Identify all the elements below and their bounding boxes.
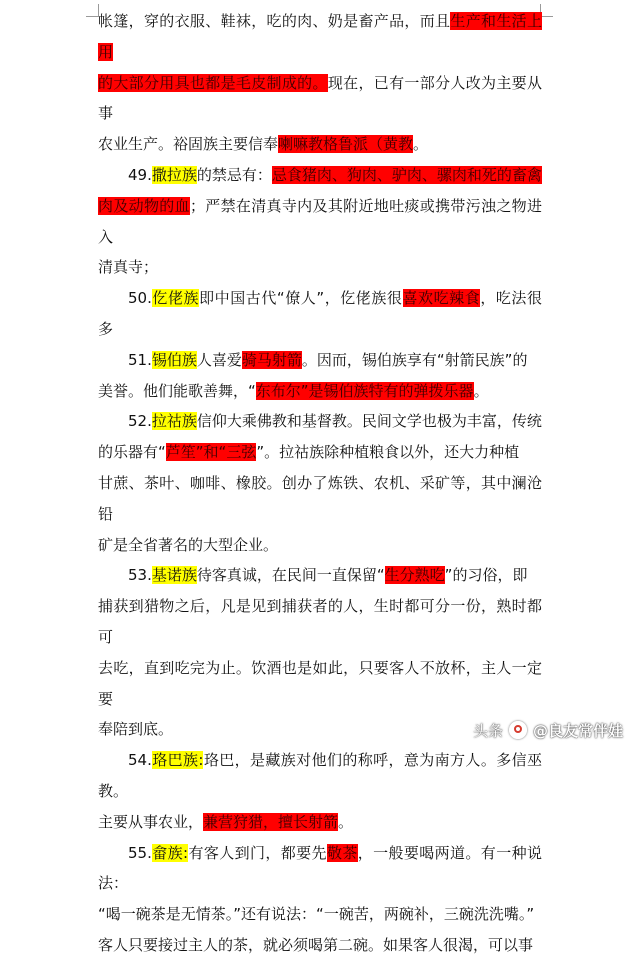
highlight-red: 兼营狩猎，擅长射箭 bbox=[203, 812, 339, 831]
text-line bbox=[98, 406, 542, 437]
text-run: 。 bbox=[338, 812, 354, 831]
text-line bbox=[98, 930, 542, 961]
text-run: 现在，已有一部分人改为主要从事 bbox=[98, 73, 542, 123]
text-run: 有客人到门，都要先 bbox=[188, 843, 327, 862]
text-line bbox=[98, 376, 542, 407]
highlight-red: 喜欢吃辣食 bbox=[402, 289, 481, 308]
text-run: 美誉。他们能歌善舞，“ bbox=[98, 381, 256, 400]
highlight-yellow: 拉祜族 bbox=[151, 412, 197, 431]
text-run: 50. bbox=[128, 289, 152, 308]
highlight-red: 忌食猪肉、狗肉、驴肉、骡肉和死的畜禽 bbox=[271, 165, 542, 184]
text-line bbox=[98, 6, 542, 68]
highlight-red: 喇嘛教格鲁派（黄教 bbox=[278, 135, 414, 154]
watermark bbox=[473, 718, 623, 742]
text-run: 农业生产。裕固族主要信奉 bbox=[98, 135, 279, 154]
text-line bbox=[98, 68, 542, 130]
text-run: 52. bbox=[128, 412, 152, 431]
highlight-yellow: 锡伯族 bbox=[151, 350, 197, 369]
highlight-yellow: 基诺族 bbox=[151, 566, 197, 585]
text-run: 去吃，直到吃完为止。饮酒也是如此，只要客人不放杯，主人一定要 bbox=[98, 658, 542, 708]
text-run: 奉陪到底。 bbox=[98, 720, 174, 739]
text-line bbox=[98, 745, 542, 807]
text-run: 。 bbox=[413, 135, 429, 154]
text-run: ；严禁在清真寺内及其附近地吐痰或携带污浊之物进入 bbox=[98, 196, 542, 246]
text-run: 53. bbox=[128, 566, 152, 585]
text-run: 55. bbox=[128, 843, 152, 862]
text-line bbox=[98, 899, 542, 930]
text-line bbox=[98, 591, 542, 653]
text-run: “喝一碗茶是无情茶。”还有说法：“一碗苦，两碗补，三碗洗洗嘴。” bbox=[98, 905, 535, 924]
text-run: 主要从事农业， bbox=[98, 812, 204, 831]
text-line bbox=[98, 160, 542, 191]
text-run: 49. bbox=[128, 165, 152, 184]
watermark-handle: @良友常伴娃 bbox=[532, 721, 623, 740]
highlight-yellow: 仡佬族 bbox=[151, 289, 200, 308]
text-run: 待客真诚，在民间一直保留“ bbox=[196, 566, 385, 585]
text-run: 的禁忌有： bbox=[196, 165, 272, 184]
document-body bbox=[98, 6, 542, 961]
highlight-red: 肉及动物的血 bbox=[98, 196, 190, 215]
text-line bbox=[98, 530, 542, 561]
highlight-red: 骑马射箭 bbox=[241, 350, 302, 369]
text-line bbox=[98, 345, 542, 376]
text-line bbox=[98, 437, 542, 468]
highlight-red: 芦笙”和“三弦 bbox=[165, 443, 257, 462]
text-run: 54. bbox=[128, 751, 152, 770]
text-run: 甘蔗、茶叶、咖啡、橡胶。创办了炼铁、农机、采矿等，其中澜沧铅 bbox=[98, 473, 542, 523]
text-line bbox=[98, 283, 542, 345]
highlight-red: 东布尔”是锡伯族特有的弹拨乐器 bbox=[255, 381, 474, 400]
text-run: 信仰大乘佛教和基督教。民间文学也极为丰富，传统 bbox=[196, 412, 542, 431]
text-run: 帐篷，穿的衣服、鞋袜，吃的肉、奶是畜产品，而且 bbox=[98, 12, 451, 30]
text-run: 清真寺； bbox=[98, 258, 159, 277]
text-line bbox=[98, 468, 542, 530]
watermark-logo-icon bbox=[509, 721, 527, 739]
text-run: 捕获到猎物之后，凡是见到捕获者的人，生时都可分一份，熟时都可 bbox=[98, 597, 542, 646]
text-run: 矿是全省著名的大型企业。 bbox=[98, 535, 279, 554]
text-run: 。因而，锡伯族享有“射箭民族”的 bbox=[301, 350, 528, 369]
highlight-yellow: 撒拉族 bbox=[151, 165, 197, 184]
text-line bbox=[98, 653, 542, 715]
watermark-platform: 头条 bbox=[472, 721, 503, 740]
highlight-red: 敬茶 bbox=[326, 843, 358, 862]
text-run: 51. bbox=[128, 350, 152, 369]
text-line bbox=[98, 560, 542, 591]
text-run: ，一般要喝两道。有一种说法： bbox=[98, 843, 542, 893]
text-run: 即中国古代“僚人”，仡佬族很 bbox=[199, 289, 403, 308]
text-run: 珞巴，是藏族对他们的称呼，意为南方人。多信巫教。 bbox=[98, 751, 542, 800]
highlight-red: 生分熟吃 bbox=[384, 566, 445, 585]
highlight-red: 的大部分用具也都是毛皮制成的。 bbox=[98, 73, 328, 92]
highlight-yellow: 畲族: bbox=[151, 843, 189, 862]
highlight-red: 生产和生活上用 bbox=[98, 12, 542, 61]
text-line bbox=[98, 807, 542, 838]
text-line bbox=[98, 252, 542, 283]
text-line bbox=[98, 129, 542, 160]
text-run: 人喜爱 bbox=[196, 350, 242, 369]
text-run: ”。拉祜族除种植粮食以外，还大力种植 bbox=[256, 443, 520, 462]
text-run: 的乐器有“ bbox=[98, 443, 166, 462]
text-run: 客人只要接过主人的茶，就必须喝第二碗。如果客人很渴，可以事 bbox=[98, 935, 534, 954]
text-line bbox=[98, 191, 542, 253]
text-line bbox=[98, 838, 542, 900]
text-run: ”的习俗，即 bbox=[444, 566, 528, 585]
text-run: ，吃法很多 bbox=[98, 289, 542, 338]
highlight-yellow: 珞巴族: bbox=[151, 751, 204, 770]
text-run: 。 bbox=[473, 381, 489, 400]
